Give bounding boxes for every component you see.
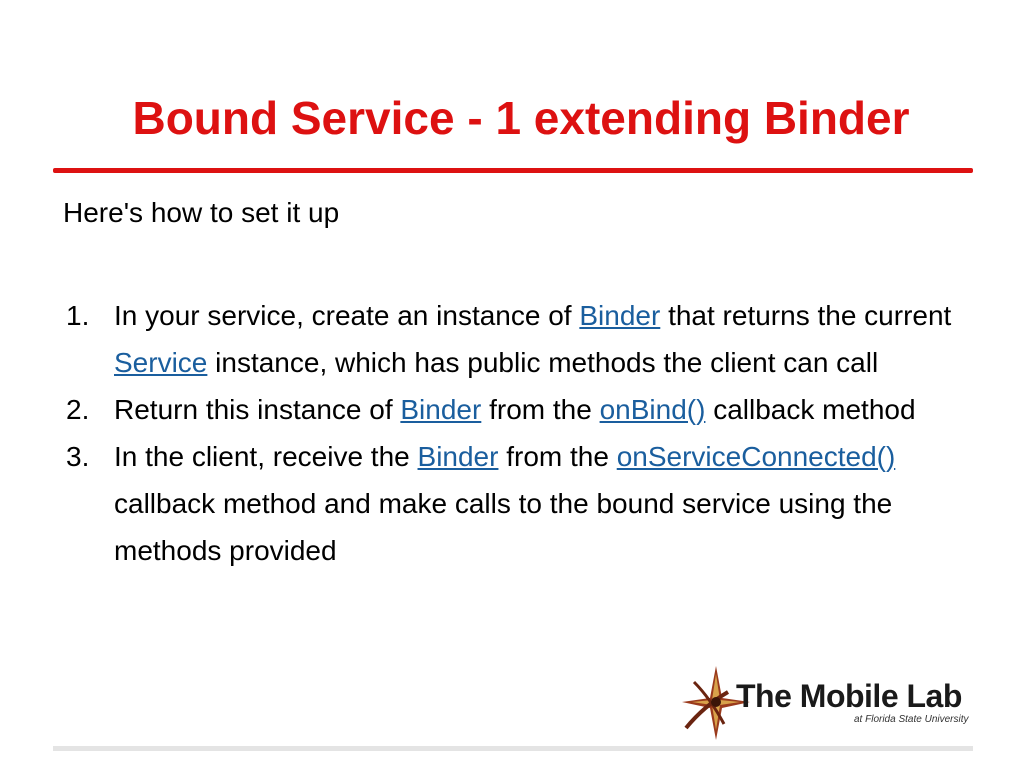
step-text: callback method and make calls to the bound service using the methods provided bbox=[114, 488, 893, 566]
step-1 bbox=[66, 292, 966, 386]
steps-list bbox=[66, 292, 966, 574]
step-2 bbox=[66, 386, 966, 433]
step-number: 1. bbox=[66, 300, 90, 331]
step-number: 3. bbox=[66, 441, 90, 472]
service-link[interactable]: Service bbox=[114, 347, 208, 378]
binder-link[interactable]: Binder bbox=[579, 300, 661, 331]
intro-text: Here's how to set it up bbox=[63, 197, 340, 228]
step-text: instance, which has public methods the client can call bbox=[207, 347, 879, 378]
step-text: from the bbox=[498, 441, 617, 472]
onbind-link[interactable]: onBind() bbox=[599, 394, 706, 425]
footer-divider bbox=[53, 746, 973, 751]
step-text: that returns the current bbox=[660, 300, 952, 331]
binder-link[interactable]: Binder bbox=[400, 394, 482, 425]
title-divider bbox=[53, 168, 973, 173]
onserviceconnected-link[interactable]: onServiceConnected() bbox=[616, 441, 896, 472]
step-3 bbox=[66, 433, 966, 574]
step-text: In the client, receive the bbox=[114, 441, 418, 472]
slide-title: Bound Service - 1 extending Binder bbox=[132, 92, 910, 144]
step-number: 2. bbox=[66, 394, 90, 425]
step-text: In your service, create an instance of bbox=[114, 300, 580, 331]
mobile-lab-logo bbox=[676, 662, 1020, 744]
logo-text: The Mobile Lab bbox=[736, 678, 962, 714]
binder-link[interactable]: Binder bbox=[417, 441, 499, 472]
step-text: from the bbox=[481, 394, 600, 425]
logo-subtitle: at Florida State University bbox=[854, 714, 969, 725]
step-text: Return this instance of bbox=[114, 394, 401, 425]
step-text: callback method bbox=[705, 394, 916, 425]
